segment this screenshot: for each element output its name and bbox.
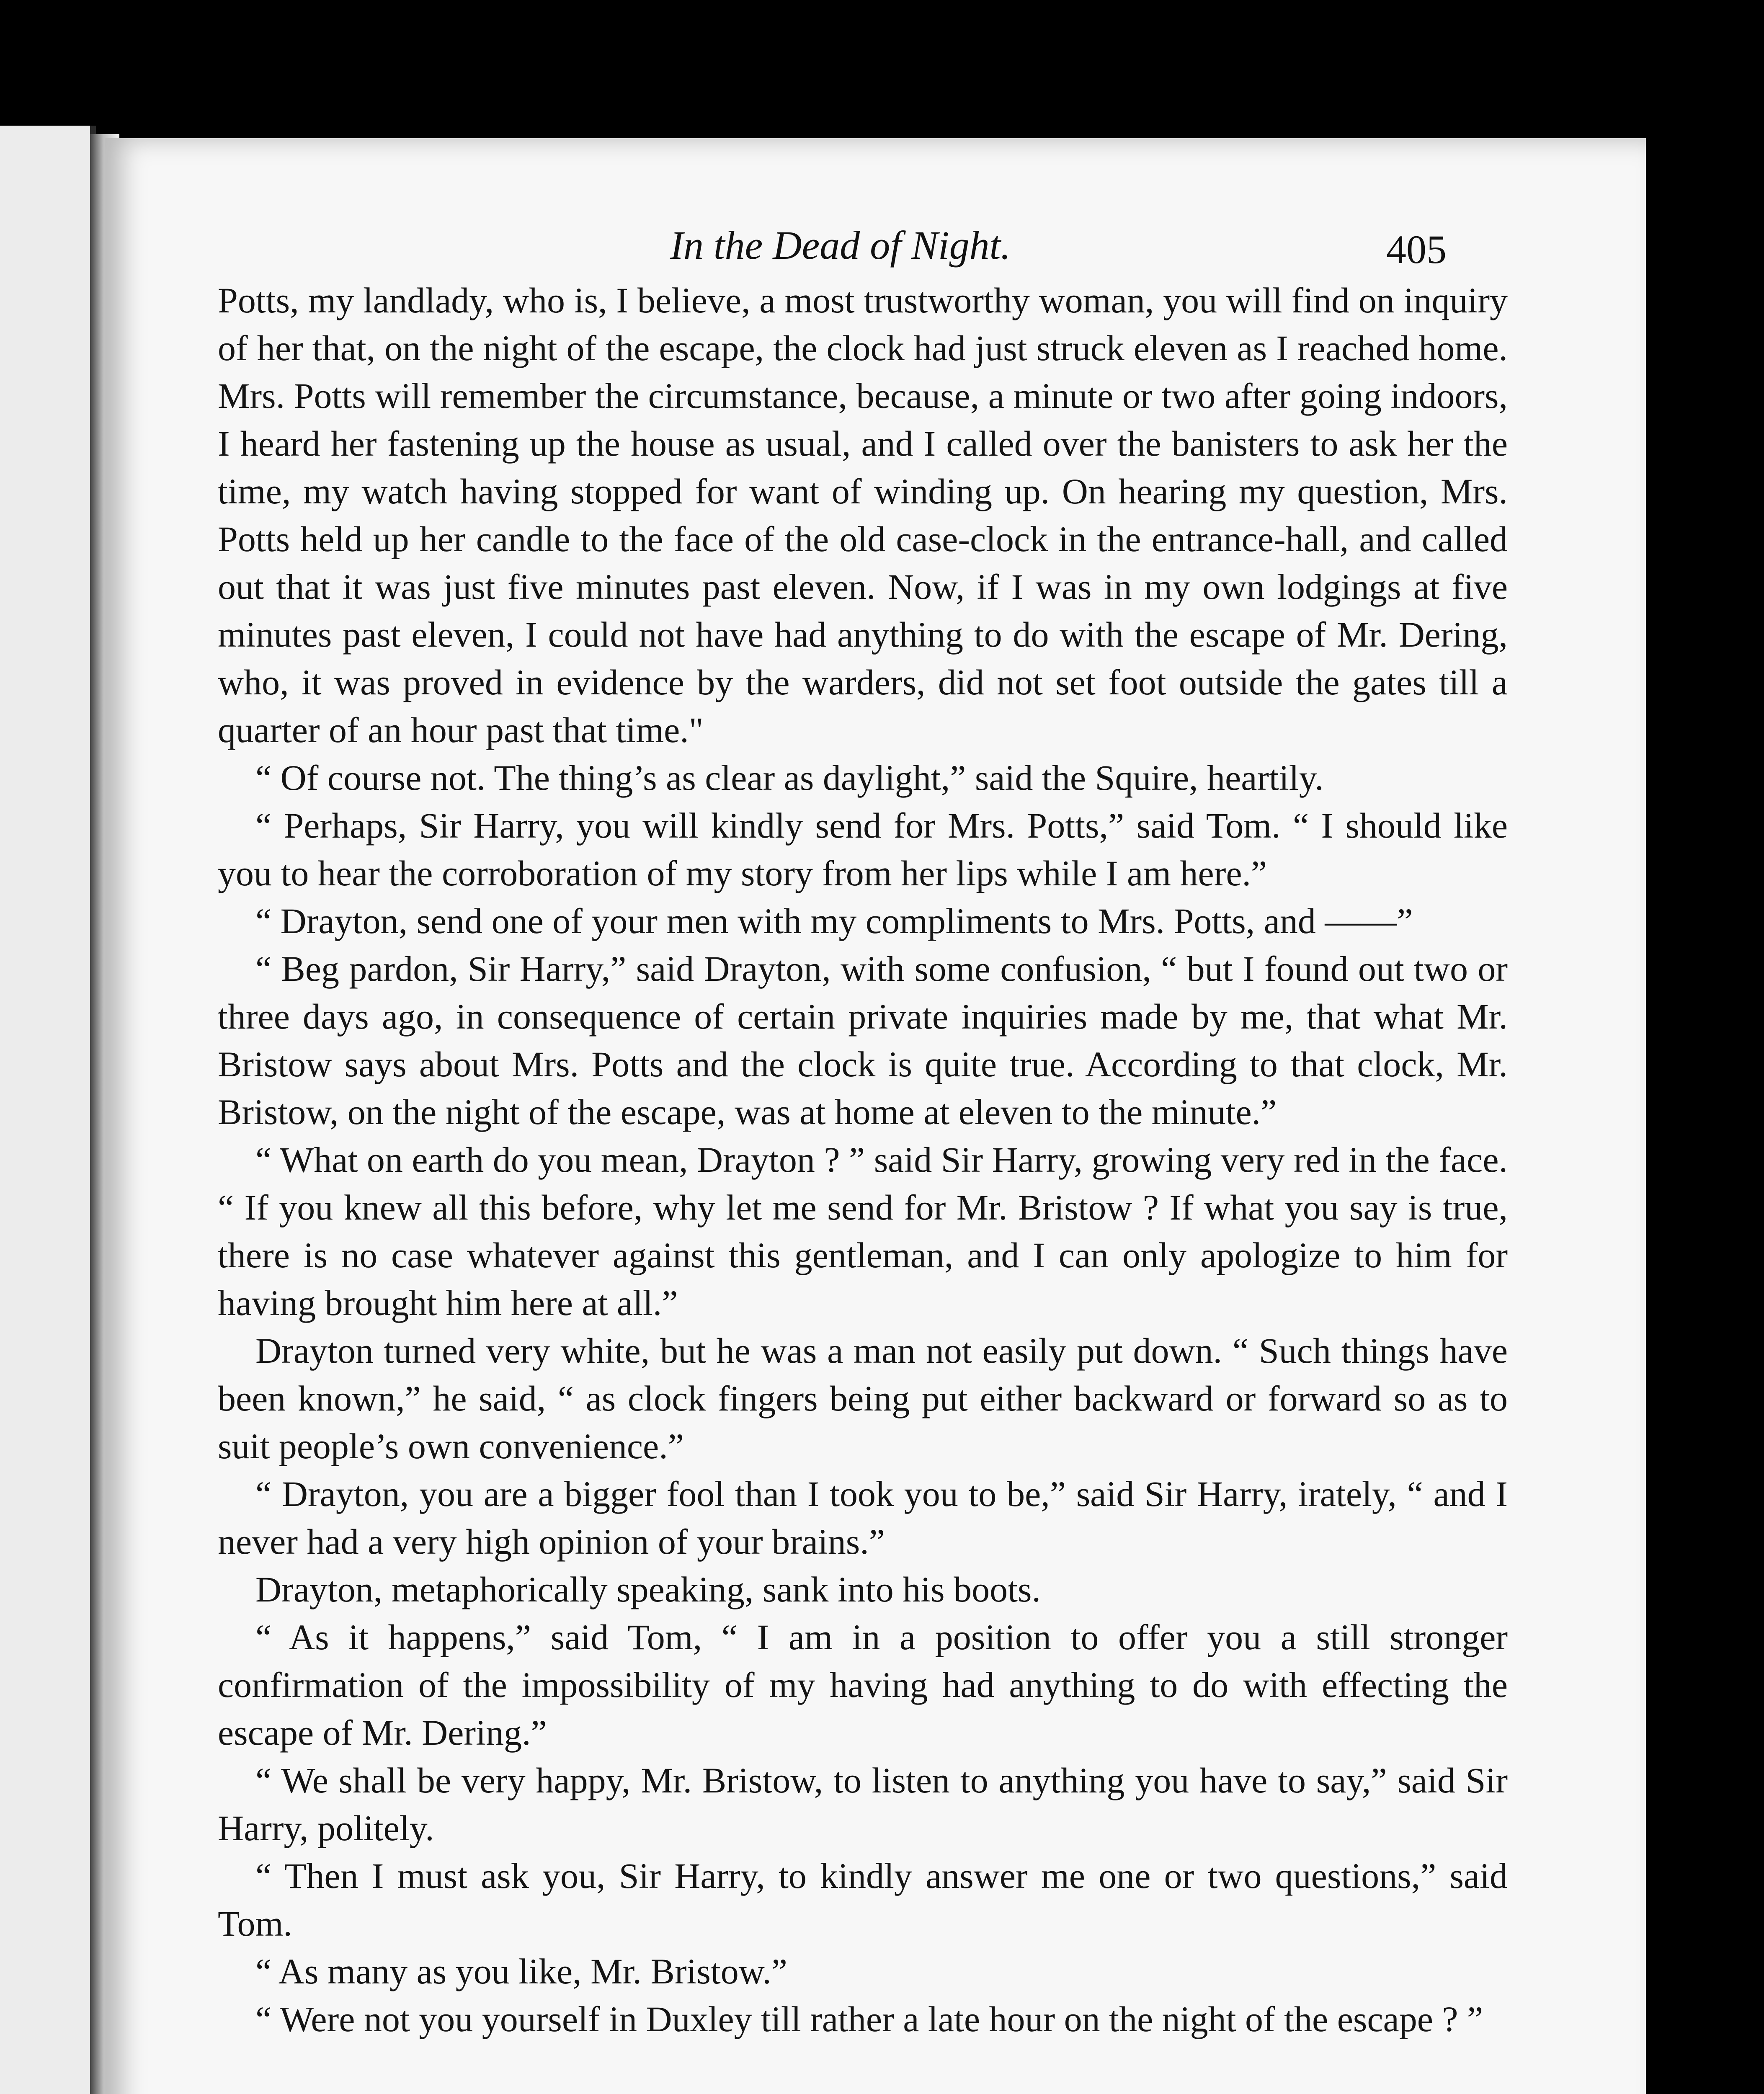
running-head-title: In the Dead of Night. <box>670 223 1011 268</box>
paragraph: “ What on earth do you mean, Drayton ? ” said Sir Harry, growing very red in the face. “ If you knew all this before, why let me send for Mr. Bristow ? If what you say is true, there is no case whatever against this gentleman, and I can only apologize to him for having brought him here at all.” <box>218 1140 1508 1323</box>
paragraph: “ As it happens,” said Tom, “ I am in a position to offer you a still stronger confirmation of the impossibility of my having had anything to do with effecting the escape of Mr. Dering.” <box>218 1617 1508 1753</box>
paragraph: “ As many as you like, Mr. Bristow.” <box>255 1951 787 1991</box>
paragraph: “ Then I must ask you, Sir Harry, to kindly answer me one or two questions,” said Tom. <box>218 1856 1508 1944</box>
body-text <box>218 276 1508 2043</box>
page-number: 405 <box>1386 227 1447 272</box>
paragraph: “ Drayton, you are a bigger fool than I took you to be,” said Sir Harry, irately, “ and I never had a very high opinion of your brains.” <box>218 1474 1508 1562</box>
paragraph: “ We shall be very happy, Mr. Bristow, to listen to anything you have to say,” said Sir Harry, politely. <box>218 1760 1508 1848</box>
paragraph: “ Were not you yourself in Duxley till rather a late hour on the night of the escape ? ” <box>255 1999 1483 2039</box>
running-head <box>105 222 1646 272</box>
left-page-edge <box>0 126 96 2094</box>
paragraph: Potts, my landlady, who is, I believe, a most trustworthy woman, you will find on inquiry of her that, on the night of the escape, the clock had just struck eleven as I reached home. Mrs. Potts will remember the circumstance, because, a minute or two after going indoors, I heard her fastening up the house as usual, and I called over the banisters to ask her the time, my watch having stopped for want of winding up. On hearing my question, Mrs. Potts held up her candle to the face of the old case-clock in the entrance-hall, and called out that it was just five minutes past eleven. Now, if I was in my own lodgings at five minutes past eleven, I could not have had anything to do with the escape of Mr. Dering, who, it was proved in evidence by the warders, did not set foot outside the gates till a quarter of an hour past that time." <box>218 280 1508 750</box>
paragraph: Drayton turned very white, but he was a man not easily put down. “ Such things have been known,” he said, “ as clock fingers being put either backward or forward so as to suit people’s own convenience.” <box>218 1331 1508 1466</box>
paragraph: Drayton, metaphorically speaking, sank into his boots. <box>255 1569 1041 1609</box>
paragraph: “ Beg pardon, Sir Harry,” said Drayton, with some confusion, “ but I found out two or three days ago, in consequence of certain private inquiries made by me, that what Mr. Bristow says about Mrs. Potts and the clock is quite true. According to that clock, Mr. Bristow, on the night of the escape, was at home at eleven to the minute.” <box>218 949 1508 1132</box>
paragraph: “ Perhaps, Sir Harry, you will kindly send for Mrs. Potts,” said Tom. “ I should like you to hear the corroboration of my story from her lips while I am here.” <box>218 805 1508 893</box>
paragraph: “ Of course not. The thing’s as clear as daylight,” said the Squire, heartily. <box>255 758 1324 798</box>
book-page <box>105 138 1646 2094</box>
paragraph: “ Drayton, send one of your men with my compliments to Mrs. Potts, and ——” <box>255 901 1413 941</box>
